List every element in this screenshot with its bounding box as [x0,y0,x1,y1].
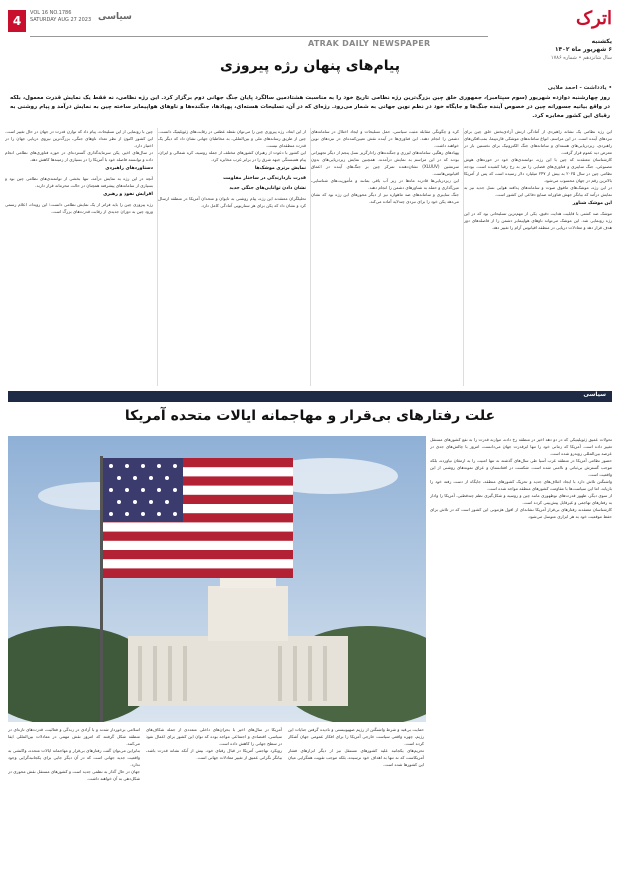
weekday: یکشنبه [591,38,612,45]
subheading: دستاوردهای راهبردی [105,166,153,171]
paragraph: در این رژه، موشک‌های مافوق صوت و سامانه‌های پدافند هوایی نسل جدید نیز به نمایش درآمد که بیانگر جهش فناورانه صنایع دفاعی این کشور است. [464,185,612,197]
paragraph: از سوی دیگر، ظهور قدرت‌های نوظهوری مانند چین و روسیه و شکل‌گیری نظم چندقطبی، آمریکا را وادار به رفتارهای تهاجمی و غیرقابل پیش‌بینی کرده است. [430,493,612,505]
paragraph: حمایت بی‌قید و شرط واشنگتن از رژیم صهیونیستی و نادیده گرفتن جنایات این رژیم، چهره واقعی سیاست خارجی آمریکا را برای افکار عمومی جهان آشکار کرده است. [288,727,424,746]
subheading: قدرت بازدارندگی در ساختار مقاومت [223,176,306,181]
page-number: 4 [8,10,26,32]
paragraph: کارشناسان معتقدند که چین با این رژه، توانمندی‌های خود در حوزه‌های هوش مصنوعی، جنگ سایبری و فناوری‌های فضایی را نیز به رخ رقبا کشیده است. بودجه نظامی چین در سال ۲۰۲۵ به بیش از ۲۴۷ میلیارد دلار رسیده است که پس از آمریکا بالاترین رقم در جهان محسوب می‌شود. [464,157,612,183]
subheading: این موشک شناور [572,201,612,206]
subheading: نشان دادن توانایی‌های جنگی جدید [229,186,306,191]
column-divider [310,128,311,386]
paragraph: تحولات عمیق ژئوپلیتیکی که در دو دهه اخیر در منطقه رخ داده، موازنه قدرت را به نفع کشورهای مستقل تغییر داده است. آمریکا که زمانی خود را تنها ابرقدرت جهان می‌دانست، امروز با چالش‌های جدی در عرصه بین‌المللی روبه‌رو شده است. [430,437,612,456]
date: ۶ شهریور ماه ۱۴۰۲ [554,46,612,53]
american-flag [103,458,293,578]
paragraph: پهپادهای رهگیر، سامانه‌های لیزری و جنگنده‌های رادارگریز نسل پنجم از دیگر تجهیزاتی بودند که در این مراسم به نمایش درآمدند. همچنین نمایش زیردریایی‌های بدون سرنشین (XLUUV) نشان‌دهنده تمرکز چین بر جنگ‌های آینده در اعماق اقیانوس‌هاست. [311,150,459,176]
paragraph: واشنگتن تلاش دارد با ایجاد ائتلاف‌های جدید و تحریک کشورهای منطقه، جایگاه از دست رفته خود را بازیابد، اما این سیاست‌ها با مقاومت کشورهای منطقه مواجه شده است. [430,479,612,491]
article-bottom-column-3 [8,726,140,876]
section-bar-label: سیاسی [583,391,606,398]
article-bottom-column-2 [146,726,282,876]
issue-date-line: SATURDAY AUG 27 2023 [30,17,92,23]
section-label: سیاسی [98,12,132,22]
paragraph: کارشناسان معتقدند رفتارهای بی‌قرار آمریکا نشانه‌ای از افول هژمونی این کشور است که در تلاش برای حفظ موقعیت خود به هر ابزاری متوسل می‌شود. [430,507,612,519]
paragraph: جهان در حال گذار به نظمی جدید است و کشورهای مستقل نقش محوری در شکل‌دهی به آن خواهند داشت. [8,769,140,781]
article-column-4 [5,128,153,386]
paragraph: موشک ضد کشتی با قابلیت هدایت دقیق، یکی از مهم‌ترین تسلیحاتی بود که در این رژه رونمایی شد. این موشک می‌تواند ناوهای هواپیمابر دشمن را از فاصله‌های دور هدف قرار دهد و معادلات دریایی در منطقه اقیانوس آرام را تغییر دهد. [464,211,612,230]
issue-info [30,10,91,24]
paragraph: این کشور با دعوت از رهبران کشورهای مختلف از جمله روسیه، کره شمالی و ایران، پیام همبستگی جبهه شرق را در برابر غرب مخابره کرد. [158,150,306,162]
paragraph: جنگ سایبری و سامانه‌های ضد ماهواره نیز از دیگر محورهای این رژه بود که نشان می‌دهد پکن خود را برای نبردی چندلایه آماده می‌کند. [311,192,459,204]
subheading: افزایش نفوذ و رهبری [103,192,153,197]
column-divider [463,128,464,386]
article-headline: علت رفتارهای بی‌قرار و مهاجمانه ایالات متحده آمریکا [124,408,496,424]
article-column-1 [464,128,612,386]
paragraph: تحلیلگران معتقدند این رژه، پیام روشنی به تایوان و متحدان آمریکا در منطقه ارسال کرد و نشان داد که پکن برای هر سناریویی آمادگی کامل دارد. [158,196,306,208]
masthead [8,8,612,61]
paragraph: کره و چگونگی مقابله مثبت سیاسی، حمل تسلیحات و ایجاد اختلال در سامانه‌های دشمن را انجام دهند. این فناوری‌ها در آینده نقش تعیین‌کننده‌ای در نبردهای نوین خواهند داشت. [311,129,459,148]
article-column-2 [311,128,459,386]
paragraph: آمریکا در سال‌های اخیر با بحران‌های داخلی متعددی از جمله شکاف‌های سیاسی، اقتصادی و اجتماعی مواجه بوده که توان این کشور برای اعمال نفوذ در سطح جهانی را کاهش داده است. [146,727,282,746]
article-byline: • یادداشت - احمد ملایی [547,85,612,91]
article-column-3 [158,128,306,386]
paragraph: از این ابعاد، رژه پیروزی چین را می‌توان نقطه عطفی در رقابت‌های ژئوپلیتیک دانست. چین از طریق رسانه‌های ملی و بین‌المللی، به مخاطبان جهانی نشان داد که دیگر یک قدرت منطقه‌ای نیست. [158,129,306,148]
paragraph: آنچه در این رژه به نمایش درآمد، تنها بخشی از توانمندی‌های نظامی چین بود و بسیاری از سامانه‌های پیشرفته همچنان در حالت محرمانه قرار دارند. [5,176,153,188]
photo-illustration [8,436,426,722]
paragraph: رویکرد تهاجمی آمریکا در قبال رقبای خود، بیش از آنکه نشانه قدرت باشد، بیانگر نگرانی عمیق از تغییر معادلات جهانی است. [146,748,282,760]
article-bottom-column-1 [288,726,424,876]
article-headline: پیام‌های پنهان رژه پیروزی [220,58,400,74]
paragraph: اسلامی برخوردار شدند و با آزادی در زندگی و فعالیت، قدرت‌های تازه‌ای در منطقه شکل گرفتند که امروز نقش مهمی در معادلات بین‌المللی ایفا می‌کنند. [8,727,140,746]
article-right-column [430,436,612,876]
capitol-flag-photo [8,436,426,722]
paragraph: این زیردریایی‌ها قادرند ماه‌ها در زیر آب باقی بمانند و مأموریت‌های شناسایی، مین‌گذاری و حمله به شناورهای دشمن را انجام دهند. [311,178,459,190]
paragraph: حضور نظامی آمریکا در منطقه غرب آسیا طی سال‌های گذشته نه تنها امنیت را به ارمغان نیاورده، بلکه موجب گسترش بی‌ثباتی و ناامنی شده است. شکست در افغانستان و عراق نمونه‌های روشنی از این واقعیت است. [430,458,612,477]
masthead-divider [30,36,488,37]
paragraph: چین با رونمایی از این تسلیحات، پیام داد که توازن قدرت در جهان در حال تغییر است. این کشور اکنون از نظر تعداد ناوهای جنگی، بزرگ‌ترین نیروی دریایی جهان را در اختیار دارد. [5,129,153,148]
paper-logo: اترک [575,8,612,29]
paragraph: رژه پیروزی چین را باید فراتر از یک نمایش نظامی دانست؛ این رویداد، اعلام رسمی ورود چین به دوران جدیدی از رقابت قدرت‌های بزرگ است. [5,202,153,214]
paragraph: در سال‌های اخیر، پکن سرمایه‌گذاری گسترده‌ای در حوزه فناوری‌های نظامی انجام داده و توانسته فاصله خود با آمریکا را در بسیاری از زمینه‌ها کاهش دهد. [5,150,153,162]
issue-line: VOL 16 NO.1786 [30,10,72,16]
paper-name: ATRAK DAILY NEWSPAPER [308,39,431,48]
article-lead: روز چهارشنبه دوازده شهریور (سوم سپتامبر)، جمهوری خلق چین بزرگ‌ترین رژه نظامی تاریخ خود را به مناسبت هشتادمین سالگرد پایان جنگ جهانی دوم برگزار کرد. این رژه نظامی، نه فقط یک نمایش قدرت معمول، بلکه در واقع بیانیه جسورانه چین در خصوص آینده جنگ‌ها و جایگاه خود در نظم نوین جهانی به شمار می‌رود. رژه‌ای که در آن، تسلیحات هسته‌ای، پهپادها، جنگنده‌ها و ناوهای هواپیمابر ساخته چین به نمایش درآمد و پیام روشنی به رقبای این کشور مخابره کرد. [10,95,610,119]
column-divider [157,128,158,386]
section-bar [8,391,612,402]
paragraph: بنابراین می‌توان گفت رفتارهای بی‌قرار و مهاجمانه ایالات متحده، واکنشی به واقعیت جدید جهانی است که در آن دیگر جایی برای یکجانبه‌گرایی وجود ندارد. [8,748,140,767]
paragraph: تحریم‌های یکجانبه علیه کشورهای مستقل نیز از دیگر ابزارهای فشار آمریکاست که نه تنها به اهداف خود نرسیده، بلکه موجب تقویت همگرایی میان این کشورها شده است. [288,748,424,767]
subheading: نمایش برتری موشک‌ها [254,166,306,171]
paragraph: این رژه نظامی یک نشانه راهبردی از آمادگی ارتش آزادی‌بخش خلق چین برای نبردهای آینده است. در این مراسم، انواع سامانه‌های موشکی قاره‌پیما، بمب‌افکن‌های راهبردی، زیردریایی‌های هسته‌ای و سامانه‌های جنگ الکترونیک برای نخستین بار در معرض دید عموم قرار گرفت. [464,129,612,155]
volume-line: سال شانزدهم • شماره ۱۷۸۶ [550,55,612,61]
